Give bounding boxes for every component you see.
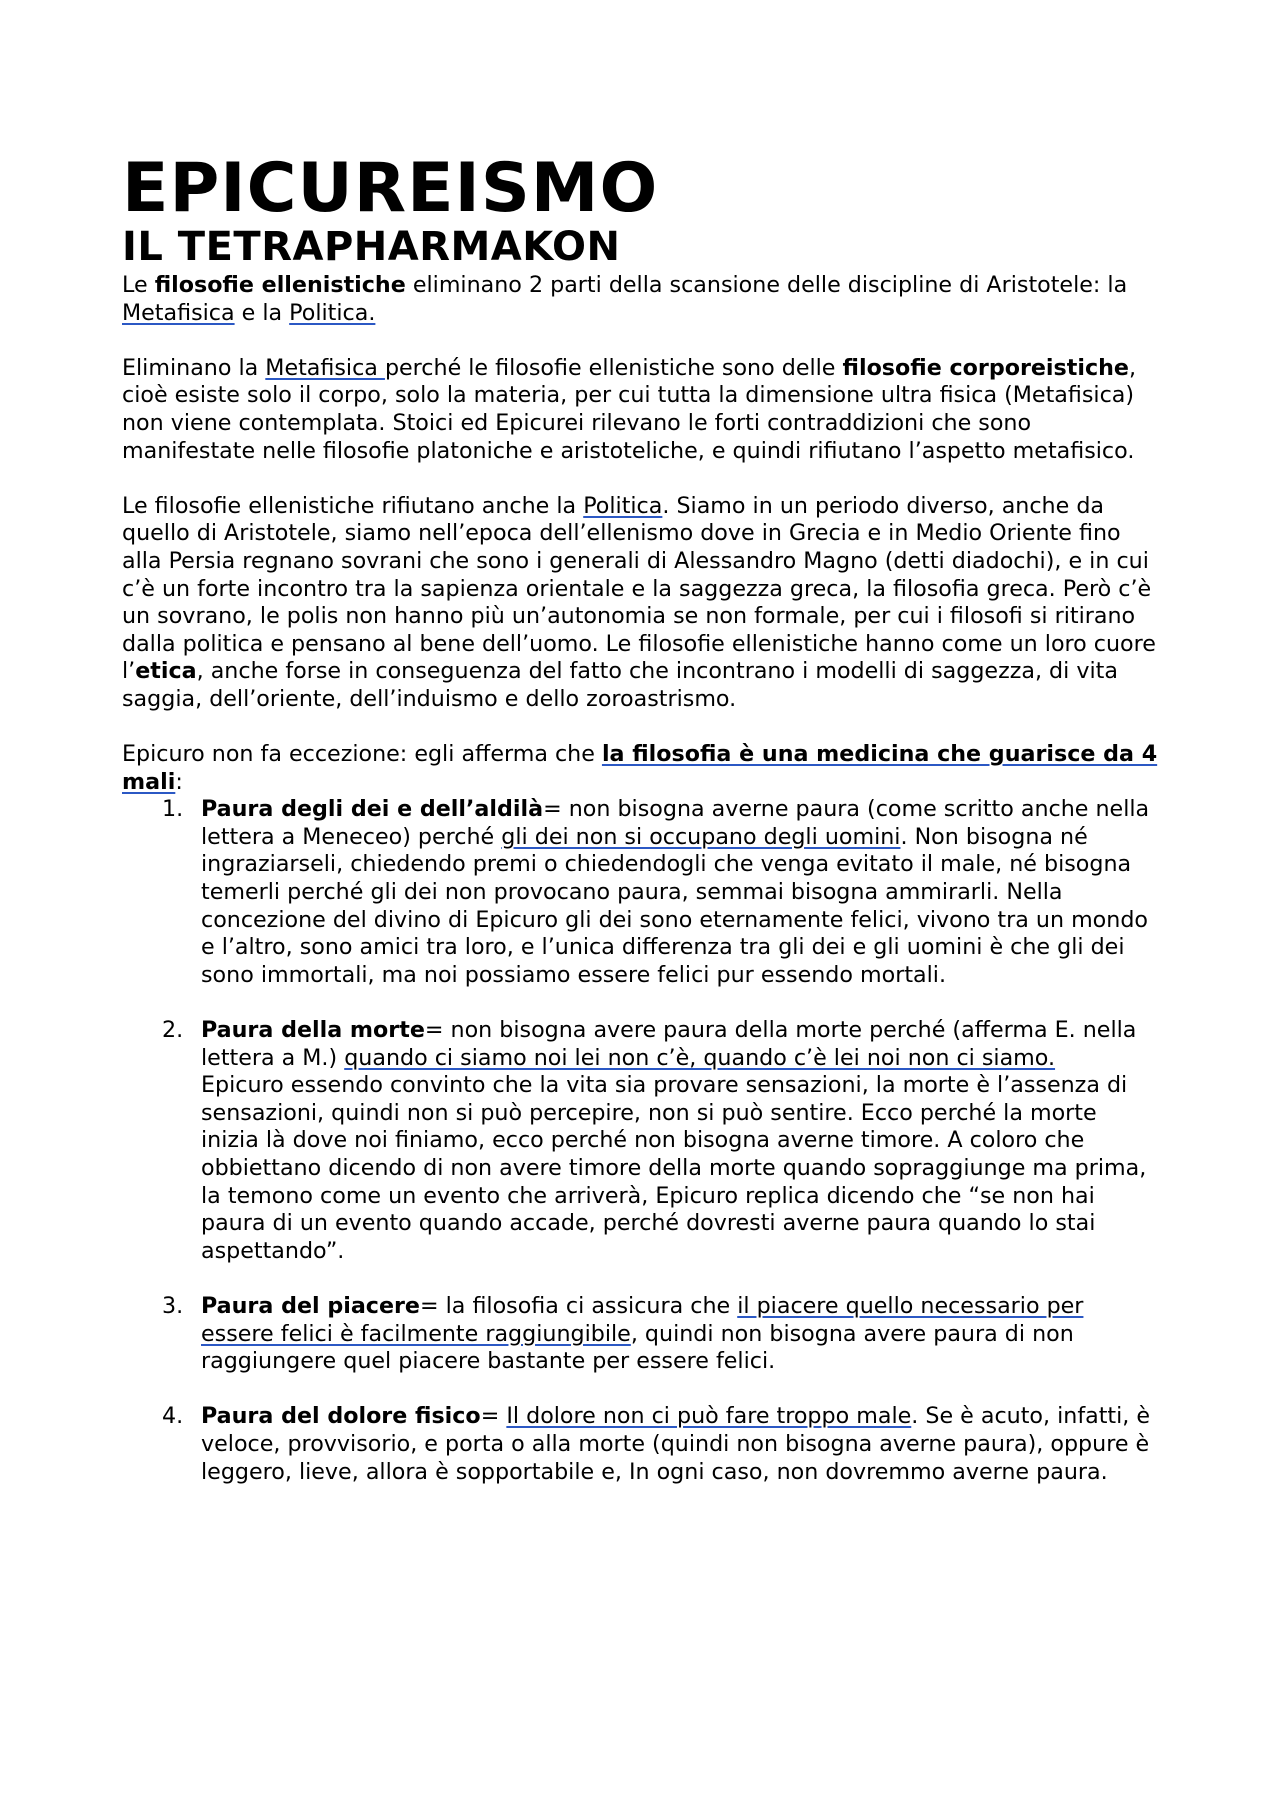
paragraph-intro — [122, 272, 1160, 327]
paragraph-politica — [122, 493, 1160, 714]
bold-term: filosofie corporeistiche — [842, 354, 1129, 381]
underlined-bold-thesis: la filosofia è una medicina che guarisce da 4 mali — [122, 741, 1158, 795]
text-run: , quindi non bisogna avere paura di non raggiungere quel piacere bastante per essere felici. — [201, 1320, 1074, 1375]
list-item — [122, 1403, 1160, 1486]
text-run: . Se è acuto, infatti, è veloce, provvisorio, e porta o alla morte (quindi non bisogna averne paura), oppure è leggero, lieve, allora è sopportabile e, In ogni caso, non dovremmo averne paura. — [201, 1403, 1151, 1485]
bold-term: Paura del piacere — [201, 1292, 420, 1319]
text-run: = non bisogna averne paura (come scritto anche nella lettera a Meneceo) perché — [201, 796, 1150, 850]
list-number: 3. — [162, 1292, 184, 1319]
text-run: Le — [122, 272, 155, 298]
bold-term: Paura della morte — [201, 1017, 425, 1044]
paragraph-spacer — [122, 714, 1160, 742]
list-spacer — [122, 1376, 1160, 1404]
text-run: perché le filosofie ellenistiche sono delle — [384, 354, 843, 381]
underlined-term: Metafisica — [265, 354, 385, 381]
text-run: Le filosofie ellenistiche rifiutano anche la — [122, 492, 584, 519]
text-run: eliminano 2 parti della scansione delle discipline di Aristotele: la — [405, 272, 1128, 298]
text-run: . Siamo in un periodo diverso, anche da quello di Aristotele, siamo nell’epoca dell’ellenismo dove in Grecia e in Medio Oriente fino alla Persia regnano sovrani che sono i generali di Alessandro Magno (detti diadochi), e in cui c’è un forte incontro tra la sapienza orientale e la saggezza greca, la filosofia greca. Però c’è un sovrano, le polis non hanno più un’autonomia se non formale, per cui i filosofi si ritirano dalla politica e pensano al bene dell’uomo. Le filosofie ellenistiche hanno come un loro cuore l’ — [122, 492, 1156, 685]
paragraph-spacer — [122, 465, 1160, 493]
bold-term: filosofie ellenistiche — [154, 272, 406, 298]
text-run: = la filosofia ci assicura che — [419, 1292, 738, 1319]
list-item — [122, 1293, 1160, 1376]
underlined-phrase: quando ci siamo noi lei non c’è, quando c’è lei noi non ci siamo. — [344, 1044, 1056, 1071]
list-number: 1. — [162, 796, 184, 823]
text-run: e la — [234, 299, 290, 326]
paragraph-metafisica — [122, 355, 1160, 465]
underlined-term-politica: Politica. — [289, 299, 376, 326]
text-run: , cioè esiste solo il corpo, solo la materia, per cui tutta la dimensione ultra fisica (Metafisica) non viene contemplata. Stoici ed Epicurei rilevano le forti contraddizioni che sono manifestate nelle filosofie platoniche e aristoteliche, e quindi rifiutano l’aspetto metafisico. — [122, 354, 1137, 464]
text-run: , anche forse in conseguenza del fatto che incontrano i modelli di saggezza, di vita saggia, dell’oriente, dell’induismo e dello zoroastrismo. — [122, 658, 1118, 712]
list-spacer — [122, 1265, 1160, 1293]
text-run: . Non bisogna né ingraziarseli, chiedendo premi o chiedendogli che venga evitato il male, né bisogna temerli perché gli dei non provocano paura, semmai bisogna ammirarli. Nella concezione del divino di Epicuro gli dei sono eternamente felici, vivono tra un mondo e l’altro, sono amici tra loro, e l’unica differenza tra gli dei e gli uomini è che gli dei sono immortali, ma noi possiamo essere felici pur essendo mortali. — [201, 823, 1148, 988]
underlined-term-metafisica: Metafisica — [122, 299, 235, 326]
document-title: EPICUREISMO — [122, 149, 659, 228]
list-item — [122, 1017, 1160, 1265]
bold-term: Paura del dolore fisico — [201, 1403, 481, 1430]
text-run: : — [175, 768, 183, 795]
text-run: Eliminano la — [122, 354, 266, 381]
paragraph-spacer — [122, 327, 1160, 355]
fears-list — [122, 796, 1160, 1486]
list-number: 4. — [162, 1403, 184, 1430]
underlined-term: Politica — [583, 492, 663, 519]
underlined-phrase: il piacere quello necessario per essere felici è facilmente raggiungibile — [201, 1292, 1084, 1347]
paragraph-epicuro — [122, 741, 1160, 796]
bold-term: Paura degli dei e dell’aldilà — [201, 796, 544, 823]
list-item — [122, 796, 1160, 989]
text-run: = — [480, 1403, 507, 1430]
text-run: Epicuro non fa eccezione: egli afferma che — [122, 741, 602, 768]
underlined-phrase: Il dolore non ci può fare troppo male — [506, 1403, 912, 1430]
bold-term: etica — [135, 658, 197, 685]
underlined-phrase: gli dei non si occupano degli uomini — [501, 823, 901, 850]
text-run: = non bisogna avere paura della morte perché (afferma E. nella lettera a M.) — [201, 1017, 1137, 1071]
list-spacer — [122, 989, 1160, 1017]
list-number: 2. — [162, 1017, 184, 1044]
document-subtitle: IL TETRAPHARMAKON — [122, 224, 621, 270]
list-item-continuation: Epicuro essendo convinto che la vita sia provare sensazioni, la morte è l’assenza di sensazioni, quindi non si può percepire, non si può sentire. Ecco perché la morte inizia là dove noi finiamo, ecco perché non bisogna averne timore. A coloro che obbiettano dicendo di non avere timore della morte quando sopraggiunge ma prima, la temono come un evento che arriverà, Epicuro replica dicendo che “se non hai paura di un evento quando accade, perché dovresti averne paura quando lo stai aspettando”. — [201, 1072, 1147, 1264]
